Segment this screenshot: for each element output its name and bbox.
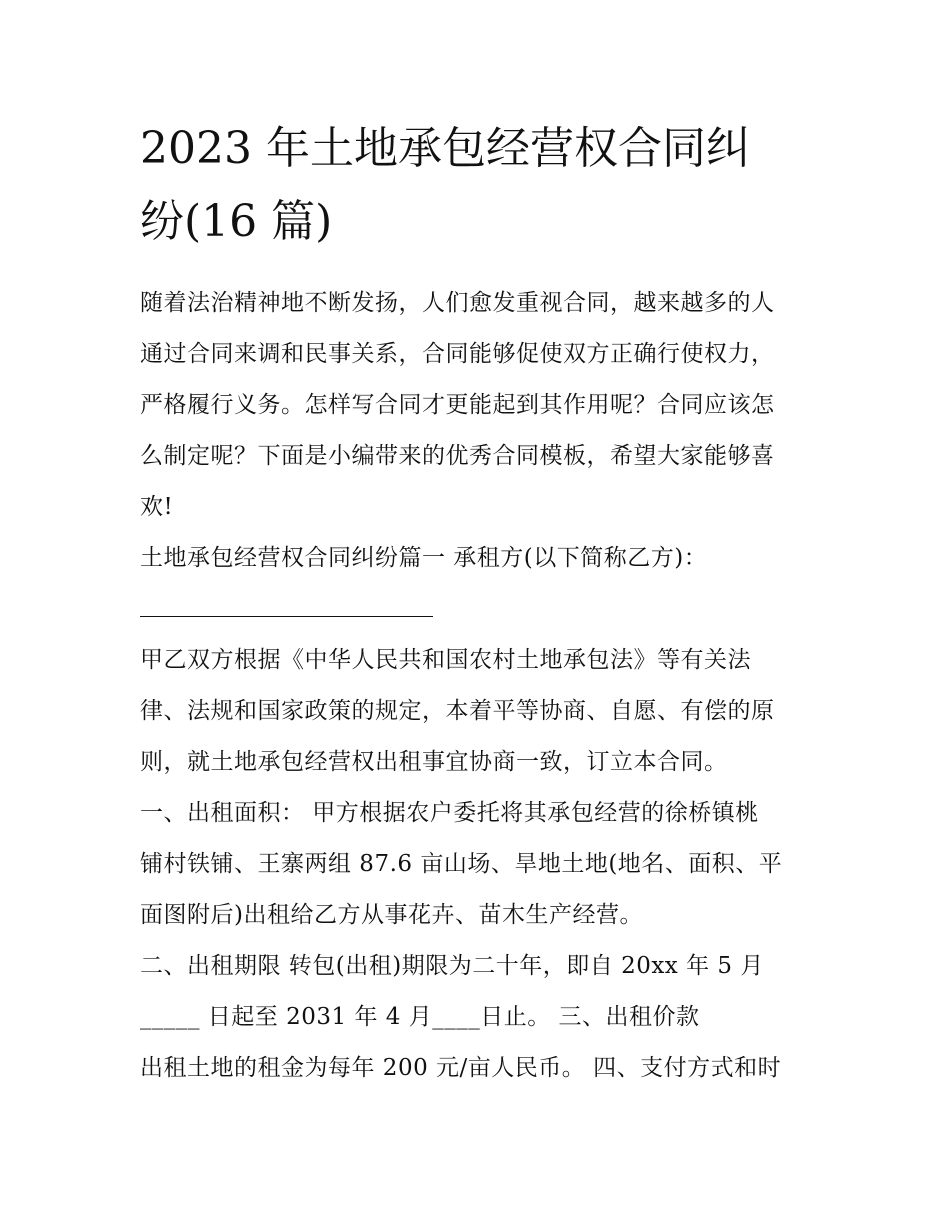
title-line-2: 纷(16 篇) [140,196,333,247]
section-heading [140,533,820,635]
intro-line: 随着法治精神地不断发扬，人们愈发重视合同，越来越多的人 [140,290,775,316]
body-line: 则，就土地承包经营权出租事宜协商一致，订立本合同。 [140,749,728,775]
body-line: 二、出租期限 转包(出租)期限为二十年，即自 20xx 年 5 月 [140,953,764,979]
heading-line: 土地承包经营权合同纠纷篇一 承租方(以下简称乙方)： [140,545,708,571]
intro-line: 欢! [140,494,174,520]
body-line: 甲乙双方根据《中华人民共和国农村土地承包法》等有关法 [140,647,751,673]
document-title [140,112,820,258]
body-paragraph [140,635,820,1094]
intro-paragraph [140,278,820,533]
body-line: 出租土地的租金为每年 200 元/亩人民币。 四、支付方式和时 [140,1055,782,1081]
intro-line: 严格履行义务。怎样写合同才更能起到其作用呢？合同应该怎 [140,392,775,418]
body-line: 一、出租面积： 甲方根据农户委托将其承包经营的徐桥镇桃 [140,800,759,826]
body-line: _____ 日起至 2031 年 4 月____日止。 三、出租价款 [140,1004,700,1030]
intro-line: 么制定呢？下面是小编带来的优秀合同模板，希望大家能够喜 [140,443,775,469]
body-line: 律、法规和国家政策的规定，本着平等协商、自愿、有偿的原 [140,698,775,724]
document-page [140,112,820,1094]
title-line-1: 2023 年土地承包经营权合同纠 [140,123,750,174]
signature-blank [140,584,820,635]
intro-line: 通过合同来调和民事关系，合同能够促使双方正确行使权力， [140,341,775,367]
body-line: 面图附后)出租给乙方从事花卉、苗木生产经营。 [140,902,643,928]
body-line: 铺村铁铺、王寨两组 87.6 亩山场、旱地土地(地名、面积、平 [140,851,783,877]
